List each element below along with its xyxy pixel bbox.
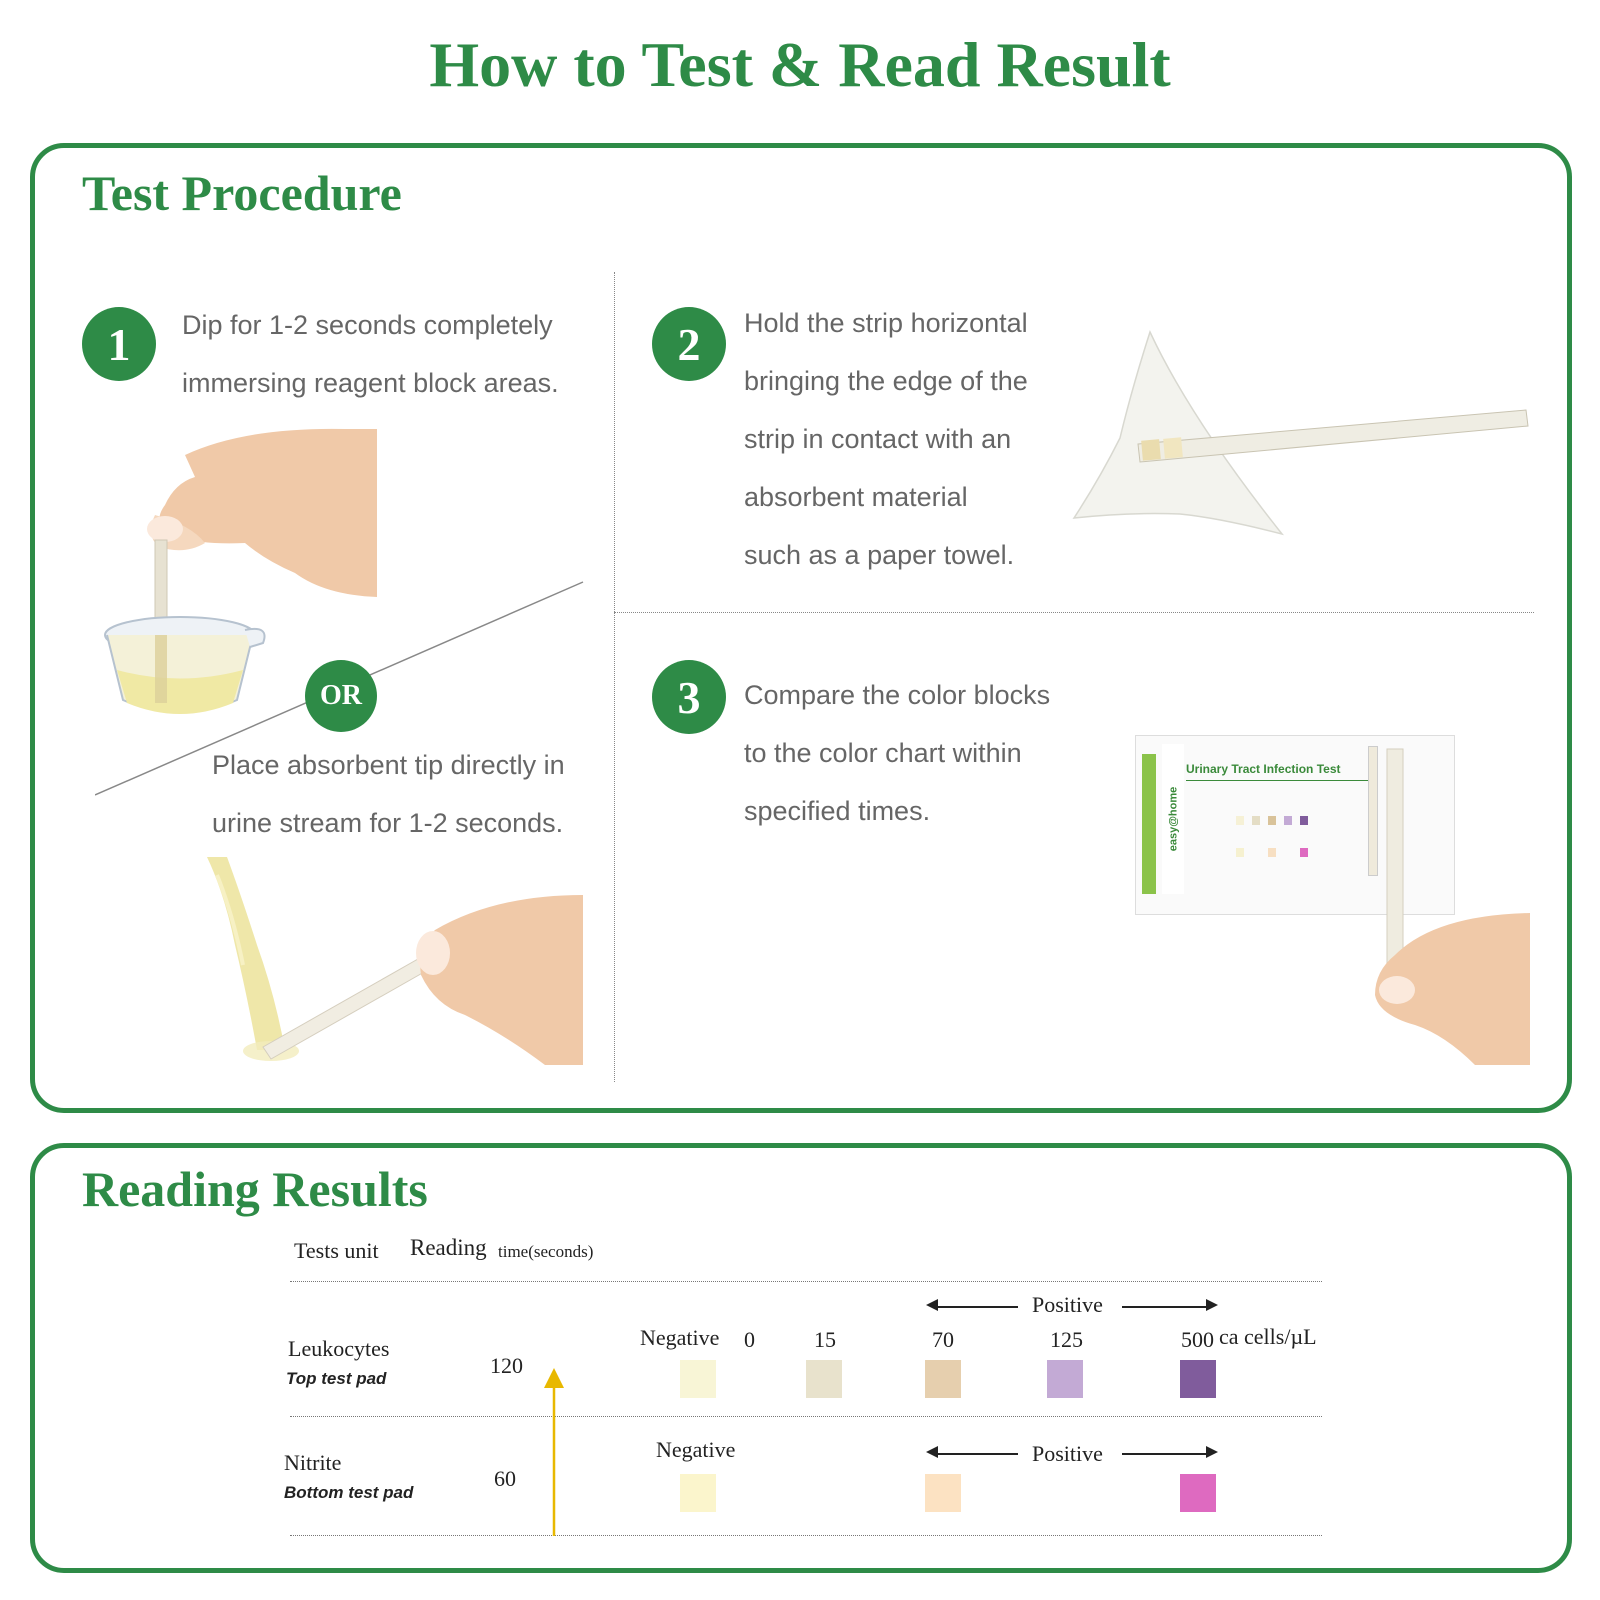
step-1-text — [182, 296, 559, 412]
step-1-alt-text — [212, 736, 565, 852]
leukocytes-level-70: 70 — [932, 1327, 954, 1352]
row-divider-top — [290, 1281, 1322, 1282]
step-3-text — [744, 666, 1050, 840]
leukocytes-time: 120 — [490, 1353, 523, 1378]
leukocytes-swatch-500 — [1180, 1360, 1216, 1398]
row-divider-middle — [290, 1416, 1322, 1417]
step-2-line-2: bringing the edge of the — [744, 366, 1028, 396]
leukocytes-swatch-125 — [1047, 1360, 1083, 1398]
step-2-line-1: Hold the strip horizontal — [744, 308, 1028, 338]
reading-results-heading: Reading Results — [82, 1161, 428, 1217]
nitrite-positive-label: Positive — [1032, 1441, 1103, 1466]
nitrite-pad: Bottom test pad — [284, 1483, 414, 1502]
step-3-line-1: Compare the color blocks — [744, 680, 1051, 710]
package-green-stripe — [1142, 754, 1156, 894]
leukocytes-level-15: 15 — [814, 1327, 836, 1352]
step-3-line-3: specified times. — [744, 796, 931, 826]
nitrite-swatch-positive-light — [925, 1474, 961, 1512]
leukocytes-swatch-15 — [806, 1360, 842, 1398]
leukocytes-swatch-0 — [680, 1360, 716, 1398]
step-1-line-2: immersing reagent block areas. — [182, 368, 559, 398]
leukocytes-positive-label: Positive — [1032, 1292, 1103, 1317]
nitrite-positive-arrow-left — [938, 1453, 1018, 1455]
package-brand: easy@home — [1167, 786, 1180, 852]
test-procedure-heading: Test Procedure — [82, 165, 402, 221]
step-1-line-1: Dip for 1-2 seconds completely — [182, 310, 553, 340]
arrowhead-left — [926, 1299, 938, 1311]
page-title: How to Test & Read Result — [429, 29, 1171, 100]
leukocytes-positive-arrow-left — [938, 1306, 1018, 1308]
step-2-badge: 2 — [652, 307, 726, 381]
paper-towel-illustration — [1070, 328, 1530, 548]
col-tests-unit: Tests unit — [294, 1238, 379, 1263]
divider-horizontal — [614, 612, 1534, 613]
arrowhead-right — [1206, 1446, 1218, 1458]
package-swatches-top — [1236, 816, 1308, 825]
divider-vertical — [614, 272, 615, 1082]
step-1-alt-line-1: Place absorbent tip directly in — [212, 750, 565, 780]
leukocytes-swatch-70 — [925, 1360, 961, 1398]
urine-stream-illustration — [205, 855, 585, 1065]
hand-holding-strip-illustration — [1375, 745, 1535, 1065]
leukocytes-level-500: 500 — [1181, 1327, 1214, 1352]
nitrite-positive-arrow-right — [1122, 1453, 1208, 1455]
leukocytes-level-0: 0 — [744, 1327, 755, 1352]
package-swatches-bottom — [1236, 848, 1308, 857]
arrowhead-right — [1206, 1299, 1218, 1311]
reading-time-arrow — [542, 1368, 566, 1538]
package-title: Urinary Tract Infection Test — [1186, 762, 1341, 776]
row-divider-bottom — [290, 1535, 1322, 1536]
arrowhead-left — [926, 1446, 938, 1458]
step-3-badge: 3 — [652, 660, 726, 734]
step-2-line-3: strip in contact with an — [744, 424, 1012, 454]
nitrite-swatch-positive-strong — [1180, 1474, 1216, 1512]
col-time: time(seconds) — [498, 1242, 594, 1261]
step-3-line-2: to the color chart within — [744, 738, 1022, 768]
step-2-line-5: such as a paper towel. — [744, 540, 1015, 570]
leukocytes-positive-arrow-right — [1122, 1306, 1208, 1308]
leukocytes-name: Leukocytes — [288, 1336, 390, 1361]
step-1-alt-line-2: urine stream for 1-2 seconds. — [212, 808, 564, 838]
nitrite-swatch-negative — [680, 1474, 716, 1512]
or-badge: OR — [305, 660, 377, 732]
leukocytes-pad: Top test pad — [286, 1369, 387, 1388]
col-reading: Reading — [410, 1235, 487, 1260]
step-2-text — [744, 294, 1028, 584]
nitrite-name: Nitrite — [284, 1450, 342, 1475]
nitrite-negative-label: Negative — [656, 1437, 736, 1462]
step-1-badge: 1 — [82, 307, 156, 381]
leukocytes-level-125: 125 — [1050, 1327, 1083, 1352]
step-2-line-4: absorbent material — [744, 482, 968, 512]
nitrite-time: 60 — [494, 1466, 516, 1491]
leukocytes-unit: ca cells/µL — [1219, 1324, 1317, 1349]
leukocytes-negative-label: Negative — [640, 1325, 720, 1350]
